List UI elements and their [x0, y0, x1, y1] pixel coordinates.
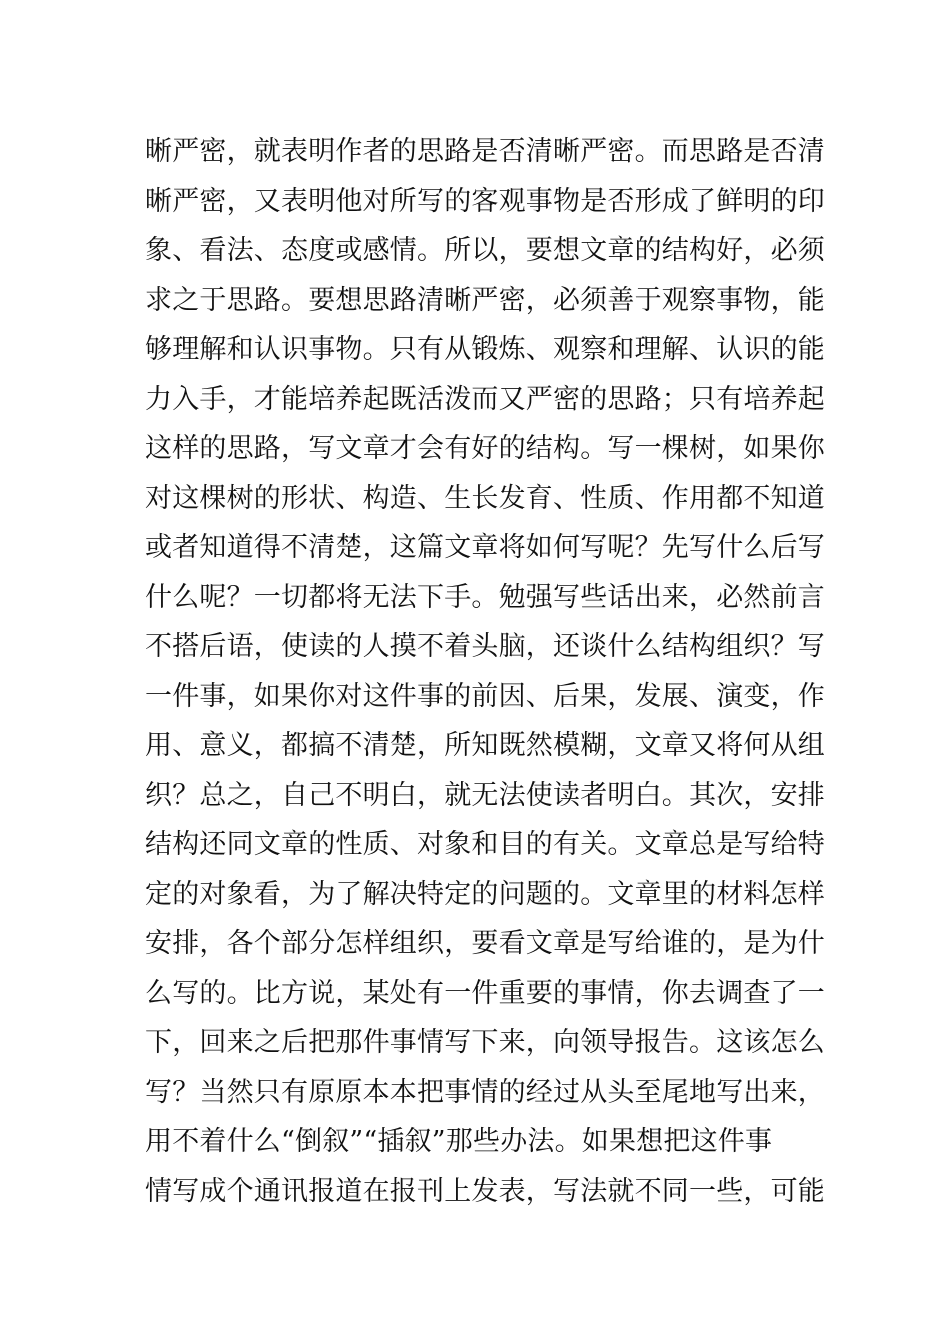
text-line: 安排，各个部分怎样组织，要看文章是写给谁的，是为什: [145, 928, 825, 959]
text-line: 什么呢？一切都将无法下手。勉强写些话出来，必然前言: [145, 582, 825, 613]
text-line: 定的对象看，为了解决特定的问题的。文章里的材料怎样: [145, 879, 825, 910]
text-line: 晰严密，又表明他对所写的客观事物是否形成了鲜明的印: [145, 186, 825, 217]
text-line: 下，回来之后把那件事情写下来，向领导报告。这该怎么: [145, 1027, 825, 1058]
text-line: 这样的思路，写文章才会有好的结构。写一棵树，如果你: [145, 433, 825, 464]
text-line: 情写成个通讯报道在报刊上发表，写法就不同一些，可能: [145, 1176, 825, 1207]
text-line: 晰严密，就表明作者的思路是否清晰严密。而思路是否清: [145, 136, 825, 167]
text-line: 用、意义，都搞不清楚，所知既然模糊，文章又将何从组: [145, 730, 825, 761]
text-line: 结构还同文章的性质、对象和目的有关。文章总是写给特: [145, 829, 825, 860]
text-line: 象、看法、态度或感情。所以，要想文章的结构好，必须: [145, 235, 825, 266]
text-line: 写？当然只有原原本本把事情的经过从头至尾地写出来，: [145, 1077, 825, 1108]
text-line: 不搭后语，使读的人摸不着头脑，还谈什么结构组织？写: [145, 631, 825, 662]
text-line: 求之于思路。要想思路清晰严密，必须善于观察事物，能: [145, 285, 825, 316]
text-line: 用不着什么“倒叙”“插叙”那些办法。如果想把这件事: [145, 1126, 773, 1157]
text-line: 么写的。比方说，某处有一件重要的事情，你去调查了一: [145, 978, 825, 1009]
text-line: 织？总之，自己不明白，就无法使读者明白。其次，安排: [145, 780, 825, 811]
text-line: 对这棵树的形状、构造、生长发育、性质、作用都不知道: [145, 483, 825, 514]
text-line: 够理解和认识事物。只有从锻炼、观察和理解、认识的能: [145, 334, 825, 365]
text-line: 一件事，如果你对这件事的前因、后果，发展、演变，作: [145, 681, 825, 712]
text-line: 或者知道得不清楚，这篇文章将如何写呢？先写什么后写: [145, 532, 825, 563]
text-line: 力入手，才能培养起既活泼而又严密的思路；只有培养起: [145, 384, 825, 415]
